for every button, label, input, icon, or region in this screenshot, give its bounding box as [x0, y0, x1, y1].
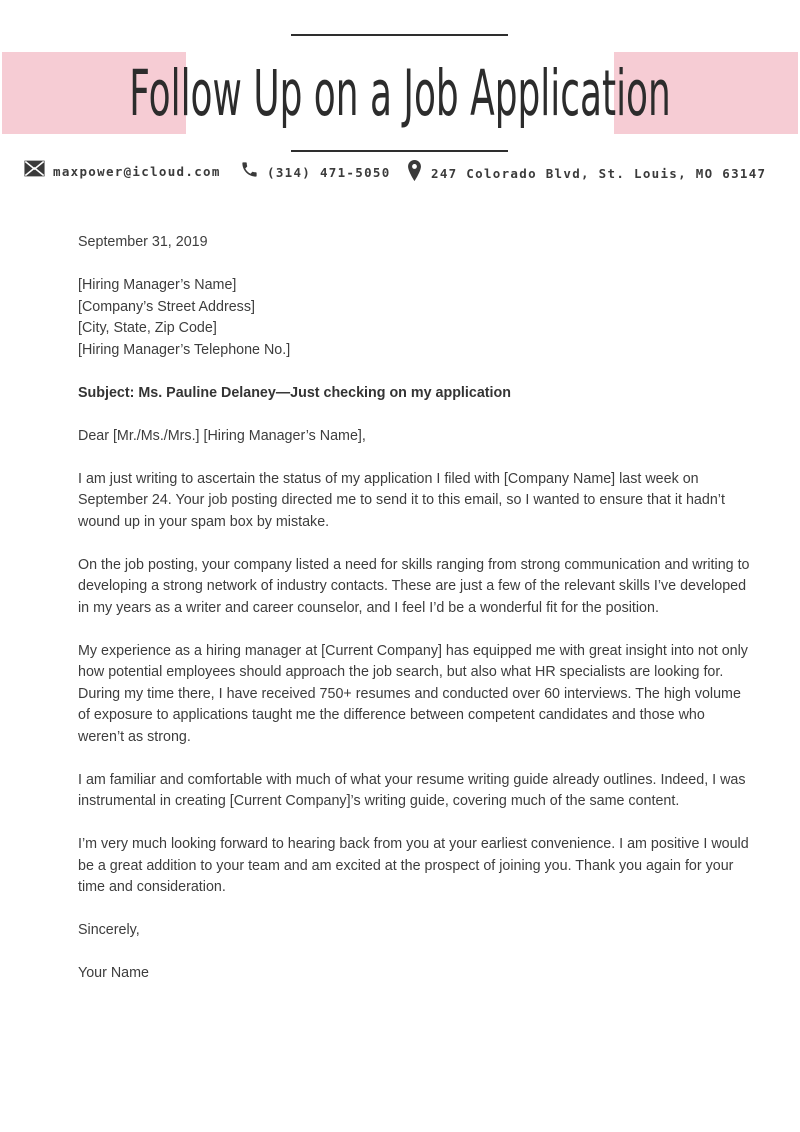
contact-bar: [0, 156, 800, 186]
contact-email: [24, 160, 221, 182]
paragraph: I’m very much looking forward to hearing back from you at your earliest convenience. I am positive I would be a great addition to your team and am excited at the prospect of joining you. Thank you again for your time and consideration.: [78, 836, 749, 895]
recipient-line: [Hiring Manager’s Telephone No.]: [78, 341, 291, 358]
salutation: Dear [Mr./Ms./Mrs.] [Hiring Manager’s Name],: [78, 427, 366, 444]
subject-line: Subject: Ms. Pauline Delaney—Just checking on my application: [78, 384, 511, 401]
letter-body: [78, 232, 750, 1006]
recipient-line: [Hiring Manager’s Name]: [78, 277, 237, 293]
paragraph: My experience as a hiring manager at [Current Company] has equipped me with great insight into not only how potential employees should approach the job search, but also what HR specialists are looking for. During my time there, I have received 750+ resumes and conducted over 60 interviews. The high volume of exposure to applications taught me the difference between competent candidates and those who weren’t as strong.: [78, 642, 748, 745]
header: [0, 52, 800, 134]
phone-icon: [240, 160, 259, 184]
paragraph: I am familiar and comfortable with much of what your resume writing guide already outlines. Indeed, I was instrumental in creating [Current Company]’s writing guide, covering much of the same content.: [78, 771, 746, 809]
signature: Your Name: [78, 965, 149, 981]
address-text: 247 Colorado Blvd, St. Louis, MO 63147: [431, 165, 767, 181]
recipient-line: [City, State, Zip Code]: [78, 320, 217, 336]
page-title: Follow Up on a Job Application: [129, 56, 671, 130]
paragraph: On the job posting, your company listed a need for skills ranging from strong communication and writing to developing a strong network of industry contacts. These are just a few of the relevant skills I’ve developed in my years as a writer and career counselor, and I feel I’d be a wonderful fit for the position.: [78, 556, 750, 616]
contact-phone: [240, 160, 391, 184]
phone-text: (314) 471-5050: [267, 164, 391, 180]
header-bottom-divider: [291, 150, 508, 152]
date-line: September 31, 2019: [78, 234, 208, 250]
recipient-block: [78, 275, 750, 361]
envelope-icon: [24, 160, 45, 182]
closing: Sincerely,: [78, 922, 140, 938]
location-pin-icon: [406, 160, 423, 186]
contact-address: [406, 160, 766, 186]
recipient-line: [Company’s Street Address]: [78, 298, 255, 315]
header-top-divider: [291, 34, 508, 36]
paragraph: I am just writing to ascertain the status of my application I filed with [Company Name] last week on September 24. Your job posting directed me to send it to this email, so I wanted to ensure that it hadn’t wound up in your spam box by mistake.: [78, 470, 725, 530]
email-text: maxpower@icloud.com: [53, 163, 221, 179]
